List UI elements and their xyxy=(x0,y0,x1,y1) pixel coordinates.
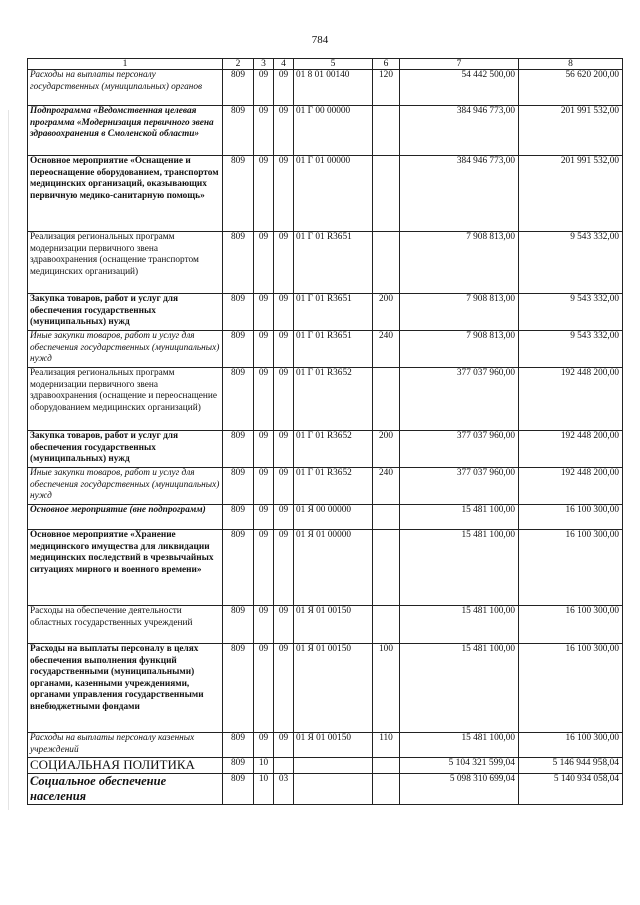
expense-type-cell xyxy=(373,431,400,468)
admin-code-cell xyxy=(223,644,254,733)
name-cell xyxy=(28,468,223,505)
target-article-cell-text: 01 Я 01 00150 xyxy=(296,606,352,616)
amount-year1-cell-text: 15 481 100,00 xyxy=(461,733,515,743)
target-article-cell xyxy=(294,774,373,805)
target-article-cell-text: 01 Г 00 00000 xyxy=(296,106,351,116)
section-cell xyxy=(254,774,274,805)
admin-code-cell xyxy=(223,431,254,468)
name-cell-text: Расходы на выплаты персоналу в целях обеспечения выполнения функций государственными (муниципальными) органами, казенными учреждениями, органами управления государственными внебюджетными фондами xyxy=(30,644,204,712)
name-cell-text: Основное мероприятие «Хранение медицинского имущества для ликвидации медицинских последствий в чрезвычайных ситуациях мирного и военного времени» xyxy=(30,530,214,575)
expense-type-cell xyxy=(373,530,400,606)
subsection-cell xyxy=(274,156,294,232)
subsection-cell xyxy=(274,774,294,805)
table-row xyxy=(28,530,623,606)
name-cell-text: Реализация региональных программ модернизации первичного звена здравоохранения (оснащение и переоснащение оборудованием медицинских организаций) xyxy=(30,368,218,413)
amount-year1-cell-text: 15 481 100,00 xyxy=(461,606,515,616)
amount-year2-cell xyxy=(519,774,623,805)
section-cell-text: 09 xyxy=(258,468,269,478)
table-body xyxy=(28,70,623,805)
amount-year2-cell xyxy=(519,606,623,644)
table-row xyxy=(28,758,623,774)
target-article-cell-text: 01 Г 01 R3651 xyxy=(296,331,352,341)
target-article-cell-text: 01 Г 01 R3651 xyxy=(296,232,352,242)
amount-year2-cell xyxy=(519,431,623,468)
subsection-cell xyxy=(274,70,294,106)
expense-type-cell xyxy=(373,758,400,774)
amount-year2-cell xyxy=(519,70,623,106)
section-cell-text: 09 xyxy=(258,368,269,378)
amount-year1-cell xyxy=(400,606,519,644)
scan-edge-line xyxy=(8,110,9,810)
admin-code-cell-text: 809 xyxy=(231,368,245,378)
admin-code-cell xyxy=(223,468,254,505)
section-cell-text: 09 xyxy=(258,331,269,341)
amount-year1-cell xyxy=(400,530,519,606)
target-article-cell-text: 01 Я 01 00000 xyxy=(296,530,352,540)
expense-type-cell-text: 240 xyxy=(379,468,393,478)
target-article-cell-text: 01 Г 01 R3652 xyxy=(296,431,352,441)
amount-year2-cell xyxy=(519,232,623,294)
amount-year2-cell-text: 16 100 300,00 xyxy=(565,606,619,616)
admin-code-cell xyxy=(223,733,254,758)
target-article-cell xyxy=(294,606,373,644)
expense-type-cell xyxy=(373,106,400,156)
section-cell-text: 09 xyxy=(258,733,269,743)
section-cell-text: 10 xyxy=(258,758,269,768)
target-article-cell xyxy=(294,530,373,606)
name-cell xyxy=(28,70,223,106)
amount-year2-cell-text: 192 448 200,00 xyxy=(560,431,619,441)
name-cell-text: Расходы на выплаты персоналу государственных (муниципальных) органов xyxy=(30,70,203,92)
page-number: 784 xyxy=(311,34,329,46)
amount-year2-cell-text: 5 146 944 958,04 xyxy=(552,758,619,768)
section-cell xyxy=(254,733,274,758)
amount-year1-cell-text: 5 104 321 599,04 xyxy=(448,758,515,768)
amount-year1-cell-text: 377 037 960,00 xyxy=(456,368,515,378)
section-cell xyxy=(254,156,274,232)
amount-year2-cell-text: 16 100 300,00 xyxy=(565,505,619,515)
expense-type-cell xyxy=(373,644,400,733)
amount-year1-cell xyxy=(400,106,519,156)
amount-year2-cell xyxy=(519,106,623,156)
header-cell: 8 xyxy=(519,59,623,70)
section-cell xyxy=(254,232,274,294)
target-article-cell xyxy=(294,758,373,774)
table-row xyxy=(28,606,623,644)
amount-year1-cell xyxy=(400,232,519,294)
target-article-cell xyxy=(294,70,373,106)
name-cell xyxy=(28,431,223,468)
amount-year2-cell-text: 5 140 934 058,04 xyxy=(553,774,619,784)
amount-year1-cell-text: 7 908 813,00 xyxy=(466,294,515,304)
amount-year2-cell xyxy=(519,644,623,733)
amount-year1-cell-text: 54 442 500,00 xyxy=(461,70,515,80)
section-cell xyxy=(254,644,274,733)
target-article-cell xyxy=(294,156,373,232)
section-cell xyxy=(254,431,274,468)
amount-year1-cell-text: 15 481 100,00 xyxy=(461,530,515,540)
name-cell xyxy=(28,232,223,294)
name-cell-text: Иные закупки товаров, работ и услуг для обеспечения государственных (муниципальных) нужд xyxy=(30,331,220,364)
admin-code-cell-text: 809 xyxy=(231,156,245,166)
subsection-cell xyxy=(274,758,294,774)
subsection-cell-text: 09 xyxy=(278,431,289,441)
expense-type-cell-text: 240 xyxy=(379,331,393,341)
amount-year1-cell-text: 5 098 310 699,04 xyxy=(449,774,515,784)
target-article-cell xyxy=(294,106,373,156)
expense-type-cell xyxy=(373,232,400,294)
table-row xyxy=(28,774,623,805)
target-article-cell-text: 01 Г 01 R3652 xyxy=(296,468,352,478)
amount-year1-cell xyxy=(400,774,519,805)
name-cell-text: Социальное обеспечение населения xyxy=(30,774,167,803)
admin-code-cell-text: 809 xyxy=(231,232,245,242)
amount-year2-cell xyxy=(519,530,623,606)
amount-year1-cell-text: 384 946 773,00 xyxy=(456,106,515,116)
subsection-cell-text: 09 xyxy=(278,294,289,304)
subsection-cell xyxy=(274,294,294,331)
admin-code-cell xyxy=(223,758,254,774)
amount-year1-cell xyxy=(400,431,519,468)
admin-code-cell-text: 809 xyxy=(231,644,245,654)
admin-code-cell-text: 809 xyxy=(231,758,245,768)
section-cell xyxy=(254,106,274,156)
amount-year1-cell-text: 384 946 773,00 xyxy=(456,156,515,166)
amount-year2-cell-text: 201 991 532,00 xyxy=(560,156,619,166)
header-row xyxy=(28,59,623,70)
name-cell xyxy=(28,530,223,606)
name-cell-text: Основное мероприятие «Оснащение и переоснащение оборудованием, транспортом медицинских организаций, оказывающих первичную медико-санитарную помощь» xyxy=(30,156,219,201)
subsection-cell xyxy=(274,530,294,606)
expense-type-cell xyxy=(373,70,400,106)
header-cell: 4 xyxy=(274,59,294,70)
section-cell xyxy=(254,606,274,644)
target-article-cell xyxy=(294,294,373,331)
subsection-cell xyxy=(274,232,294,294)
budget-table xyxy=(27,58,623,805)
header-cell: 2 xyxy=(223,59,254,70)
name-cell xyxy=(28,368,223,431)
table-row xyxy=(28,331,623,368)
subsection-cell xyxy=(274,331,294,368)
subsection-cell-text: 09 xyxy=(278,368,289,378)
amount-year2-cell-text: 201 991 532,00 xyxy=(560,106,619,116)
name-cell-text: Расходы на обеспечение деятельности областных государственных учреждений xyxy=(30,606,193,628)
amount-year2-cell-text: 9 543 332,00 xyxy=(570,294,619,304)
header-cell: 3 xyxy=(254,59,274,70)
target-article-cell-text: 01 Г 01 R3652 xyxy=(296,368,352,378)
expense-type-cell xyxy=(373,368,400,431)
subsection-cell xyxy=(274,431,294,468)
expense-type-cell xyxy=(373,774,400,805)
admin-code-cell xyxy=(223,331,254,368)
subsection-cell xyxy=(274,505,294,530)
name-cell-text: СОЦИАЛЬНАЯ ПОЛИТИКА xyxy=(30,757,195,772)
expense-type-cell xyxy=(373,331,400,368)
name-cell xyxy=(28,505,223,530)
section-cell-text: 09 xyxy=(258,530,269,540)
admin-code-cell xyxy=(223,368,254,431)
section-cell xyxy=(254,294,274,331)
amount-year2-cell-text: 192 448 200,00 xyxy=(560,468,619,478)
section-cell-text: 09 xyxy=(258,431,269,441)
target-article-cell xyxy=(294,232,373,294)
target-article-cell xyxy=(294,331,373,368)
expense-type-cell-text: 200 xyxy=(379,431,393,441)
target-article-cell-text: 01 Г 01 R3651 xyxy=(296,294,352,304)
expense-type-cell-text: 100 xyxy=(379,644,393,654)
section-cell xyxy=(254,70,274,106)
subsection-cell-text: 09 xyxy=(278,232,289,242)
admin-code-cell-text: 809 xyxy=(231,606,245,616)
amount-year1-cell-text: 15 481 100,00 xyxy=(461,505,515,515)
section-cell-text: 09 xyxy=(258,156,269,166)
amount-year2-cell xyxy=(519,331,623,368)
name-cell-text: Расходы на выплаты персоналу казенных учреждений xyxy=(30,733,195,755)
table-row xyxy=(28,232,623,294)
target-article-cell xyxy=(294,431,373,468)
target-article-cell xyxy=(294,733,373,758)
name-cell xyxy=(28,294,223,331)
target-article-cell xyxy=(294,368,373,431)
admin-code-cell xyxy=(223,156,254,232)
header-cell: 5 xyxy=(294,59,373,70)
admin-code-cell xyxy=(223,294,254,331)
section-cell-text: 09 xyxy=(258,644,269,654)
name-cell xyxy=(28,106,223,156)
section-cell xyxy=(254,758,274,774)
subsection-cell xyxy=(274,606,294,644)
amount-year2-cell-text: 9 543 332,00 xyxy=(570,331,619,341)
expense-type-cell-text: 120 xyxy=(379,70,393,80)
amount-year1-cell xyxy=(400,70,519,106)
subsection-cell xyxy=(274,733,294,758)
name-cell-text: Иные закупки товаров, работ и услуг для обеспечения государственных (муниципальных) нужд xyxy=(30,468,220,501)
table-row xyxy=(28,733,623,758)
admin-code-cell xyxy=(223,106,254,156)
name-cell-text: Закупка товаров, работ и услуг для обеспечения государственных (муниципальных) нужд xyxy=(30,294,179,327)
section-cell-text: 09 xyxy=(258,106,269,116)
target-article-cell xyxy=(294,468,373,505)
subsection-cell-text: 09 xyxy=(278,156,289,166)
name-cell-text: Закупка товаров, работ и услуг для обеспечения государственных (муниципальных) нужд xyxy=(30,431,179,464)
admin-code-cell-text: 809 xyxy=(231,331,245,341)
amount-year1-cell-text: 15 481 100,00 xyxy=(461,644,515,654)
table-row xyxy=(28,468,623,505)
subsection-cell-text: 09 xyxy=(278,505,289,515)
amount-year1-cell xyxy=(400,368,519,431)
target-article-cell-text: 01 Г 01 00000 xyxy=(296,156,351,166)
amount-year1-cell xyxy=(400,644,519,733)
expense-type-cell xyxy=(373,606,400,644)
expense-type-cell xyxy=(373,156,400,232)
amount-year2-cell-text: 56 620 200,00 xyxy=(565,70,619,80)
amount-year2-cell xyxy=(519,505,623,530)
name-cell xyxy=(28,156,223,232)
subsection-cell-text: 09 xyxy=(278,606,289,616)
admin-code-cell-text: 809 xyxy=(231,106,245,116)
admin-code-cell-text: 809 xyxy=(231,774,245,784)
admin-code-cell-text: 809 xyxy=(231,294,245,304)
name-cell-text: Реализация региональных программ модернизации первичного звена здравоохранения (оснащение транспортом медицинских организаций) xyxy=(30,232,199,277)
section-cell-text: 09 xyxy=(258,294,269,304)
admin-code-cell-text: 809 xyxy=(231,70,245,80)
admin-code-cell xyxy=(223,530,254,606)
admin-code-cell xyxy=(223,232,254,294)
table-row xyxy=(28,505,623,530)
subsection-cell-text: 09 xyxy=(278,70,289,80)
amount-year2-cell xyxy=(519,156,623,232)
subsection-cell xyxy=(274,468,294,505)
header-cell: 6 xyxy=(373,59,400,70)
admin-code-cell-text: 809 xyxy=(231,431,245,441)
section-cell xyxy=(254,505,274,530)
expense-type-cell xyxy=(373,733,400,758)
name-cell xyxy=(28,331,223,368)
amount-year1-cell-text: 377 037 960,00 xyxy=(456,431,515,441)
subsection-cell-text: 09 xyxy=(278,106,289,116)
admin-code-cell-text: 809 xyxy=(231,530,245,540)
table-row xyxy=(28,294,623,331)
admin-code-cell xyxy=(223,505,254,530)
subsection-cell xyxy=(274,368,294,431)
amount-year1-cell xyxy=(400,294,519,331)
target-article-cell xyxy=(294,505,373,530)
table-row xyxy=(28,431,623,468)
target-article-cell xyxy=(294,644,373,733)
expense-type-cell-text: 110 xyxy=(379,733,393,743)
table-row xyxy=(28,106,623,156)
subsection-cell-text: 09 xyxy=(278,644,289,654)
amount-year1-cell xyxy=(400,733,519,758)
amount-year1-cell-text: 7 908 813,00 xyxy=(466,331,515,341)
admin-code-cell-text: 809 xyxy=(231,468,245,478)
header-cell: 1 xyxy=(28,59,223,70)
amount-year1-cell-text: 377 037 960,00 xyxy=(456,468,515,478)
amount-year2-cell-text: 9 543 332,00 xyxy=(570,232,619,242)
target-article-cell-text: 01 Я 01 00150 xyxy=(296,644,352,654)
section-cell xyxy=(254,468,274,505)
amount-year1-cell xyxy=(400,331,519,368)
expense-type-cell xyxy=(373,294,400,331)
target-article-cell-text: 01 Я 01 00150 xyxy=(296,733,352,743)
amount-year2-cell xyxy=(519,294,623,331)
section-cell xyxy=(254,368,274,431)
subsection-cell-text: 09 xyxy=(278,331,289,341)
admin-code-cell xyxy=(223,70,254,106)
name-cell xyxy=(28,644,223,733)
section-cell-text: 09 xyxy=(258,232,269,242)
name-cell xyxy=(28,758,223,774)
subsection-cell-text: 03 xyxy=(278,774,289,784)
header-cell: 7 xyxy=(400,59,519,70)
subsection-cell-text: 09 xyxy=(278,468,289,478)
amount-year2-cell-text: 16 100 300,00 xyxy=(565,530,619,540)
amount-year2-cell-text: 16 100 300,00 xyxy=(565,644,619,654)
section-cell xyxy=(254,331,274,368)
subsection-cell xyxy=(274,644,294,733)
table-row xyxy=(28,368,623,431)
target-article-cell-text: 01 8 01 00140 xyxy=(296,70,350,80)
expense-type-cell xyxy=(373,468,400,505)
table-header xyxy=(28,59,623,70)
amount-year2-cell-text: 192 448 200,00 xyxy=(560,368,619,378)
expense-type-cell-text: 200 xyxy=(379,294,393,304)
amount-year2-cell xyxy=(519,758,623,774)
amount-year1-cell xyxy=(400,468,519,505)
amount-year1-cell-text: 7 908 813,00 xyxy=(466,232,515,242)
amount-year2-cell xyxy=(519,733,623,758)
name-cell xyxy=(28,774,223,805)
admin-code-cell xyxy=(223,774,254,805)
name-cell-text: Подпрограмма «Ведомственная целевая программа «Модернизация первичного звена здравоохранения в Смоленской области» xyxy=(30,106,214,139)
subsection-cell xyxy=(274,106,294,156)
name-cell xyxy=(28,606,223,644)
section-cell-text: 09 xyxy=(258,505,269,515)
expense-type-cell xyxy=(373,505,400,530)
amount-year1-cell xyxy=(400,758,519,774)
subsection-cell-text: 09 xyxy=(278,733,289,743)
admin-code-cell-text: 809 xyxy=(231,733,245,743)
table-row xyxy=(28,156,623,232)
admin-code-cell xyxy=(223,606,254,644)
amount-year2-cell-text: 16 100 300,00 xyxy=(565,733,619,743)
section-cell-text: 10 xyxy=(258,774,269,784)
table-row xyxy=(28,644,623,733)
target-article-cell-text: 01 Я 00 00000 xyxy=(296,505,352,515)
name-cell-text: Основное мероприятие (вне подпрограмм) xyxy=(30,505,206,515)
amount-year2-cell xyxy=(519,468,623,505)
table-row xyxy=(28,70,623,106)
name-cell xyxy=(28,733,223,758)
amount-year1-cell xyxy=(400,505,519,530)
amount-year2-cell xyxy=(519,368,623,431)
section-cell-text: 09 xyxy=(258,70,269,80)
section-cell-text: 09 xyxy=(258,606,269,616)
section-cell xyxy=(254,530,274,606)
admin-code-cell-text: 809 xyxy=(231,505,245,515)
subsection-cell-text: 09 xyxy=(278,530,289,540)
amount-year1-cell xyxy=(400,156,519,232)
